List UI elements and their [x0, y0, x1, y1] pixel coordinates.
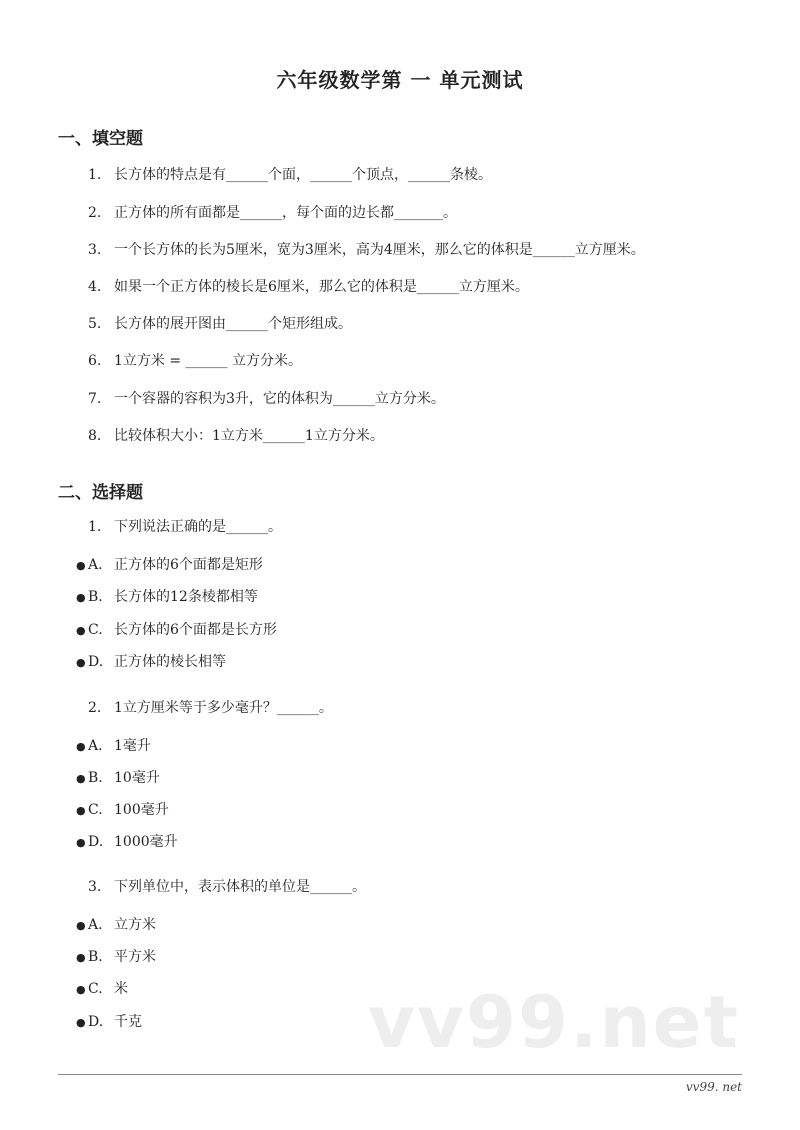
option-text: 10毫升 [114, 770, 160, 786]
choice-question [88, 698, 333, 718]
option-text: 1000毫升 [114, 834, 178, 850]
option-letter: A. [88, 917, 103, 933]
option-text: 立方米 [114, 917, 156, 933]
option-text: 千克 [114, 1014, 142, 1030]
choice-option [76, 768, 160, 789]
option-letter: D. [88, 1014, 104, 1030]
choice-option [76, 947, 156, 968]
bullet-icon: ● [76, 804, 86, 817]
choice-option [76, 979, 128, 1000]
fill-question [88, 203, 457, 223]
question-text: 长方体的展开图由______个矩形组成。 [114, 316, 352, 332]
question-number: 4. [88, 279, 102, 295]
fill-question [88, 351, 302, 371]
fill-question [88, 389, 445, 409]
watermark: vv99.net [368, 980, 740, 1064]
bullet-icon: ● [76, 919, 86, 932]
bullet-icon: ● [76, 836, 86, 849]
bullet-icon: ● [76, 1016, 86, 1029]
question-number: 1. [88, 519, 102, 535]
question-text: 1立方米 = ______ 立方分米。 [114, 353, 302, 369]
bullet-icon: ● [76, 983, 86, 996]
bullet-icon: ● [76, 559, 86, 572]
section-heading-fill-blank: 一、填空题 [58, 129, 143, 149]
footer-site: vv99. net [685, 1080, 742, 1094]
option-text: 长方体的6个面都是长方形 [114, 622, 277, 638]
option-letter: D. [88, 834, 104, 850]
question-text: 下列单位中，表示体积的单位是______。 [114, 879, 366, 895]
question-number: 3. [88, 242, 102, 258]
choice-question [88, 877, 366, 897]
bullet-icon: ● [76, 772, 86, 785]
option-text: 100毫升 [114, 802, 169, 818]
fill-question [88, 426, 384, 446]
option-letter: B. [88, 770, 103, 786]
footer-divider [58, 1074, 742, 1075]
fill-question [88, 165, 492, 185]
question-text: 正方体的所有面都是______，每个面的边长都_______。 [114, 205, 457, 221]
question-number: 7. [88, 391, 102, 407]
option-text: 1毫升 [114, 738, 151, 754]
bullet-icon: ● [76, 740, 86, 753]
choice-option [76, 736, 151, 757]
bullet-icon: ● [76, 656, 86, 669]
question-text: 下列说法正确的是______。 [114, 519, 282, 535]
choice-option [76, 587, 258, 608]
question-text: 如果一个正方体的棱长是6厘米，那么它的体积是______立方厘米。 [114, 279, 529, 295]
option-text: 长方体的12条棱都相等 [114, 589, 258, 605]
choice-question [88, 517, 282, 537]
question-text: 1立方厘米等于多少毫升？______。 [114, 700, 333, 716]
option-letter: C. [88, 802, 103, 818]
option-letter: B. [88, 589, 103, 605]
bullet-icon: ● [76, 951, 86, 964]
choice-option [76, 620, 277, 641]
question-number: 1. [88, 167, 102, 183]
option-letter: A. [88, 738, 103, 754]
choice-option [76, 915, 156, 936]
question-number: 2. [88, 700, 102, 716]
option-text: 正方体的棱长相等 [114, 654, 226, 670]
option-letter: B. [88, 949, 103, 965]
question-number: 3. [88, 879, 102, 895]
bullet-icon: ● [76, 624, 86, 637]
question-number: 2. [88, 205, 102, 221]
question-number: 5. [88, 316, 102, 332]
option-text: 平方米 [114, 949, 156, 965]
option-letter: D. [88, 654, 104, 670]
question-text: 一个长方体的长为5厘米，宽为3厘米，高为4厘米，那么它的体积是______立方厘米。 [114, 242, 645, 258]
section-heading-multiple-choice: 二、选择题 [58, 483, 143, 503]
choice-option [76, 1012, 142, 1033]
question-text: 长方体的特点是有______个面，______个顶点，______条棱。 [114, 167, 492, 183]
question-text: 比较体积大小：1立方米______1立方分米。 [114, 428, 384, 444]
option-letter: C. [88, 622, 103, 638]
option-text: 米 [114, 981, 128, 997]
question-number: 8. [88, 428, 102, 444]
option-letter: A. [88, 557, 103, 573]
bullet-icon: ● [76, 591, 86, 604]
fill-question [88, 314, 352, 334]
fill-question [88, 240, 645, 260]
choice-option [76, 832, 178, 853]
choice-option [76, 652, 226, 673]
question-number: 6. [88, 353, 102, 369]
fill-question [88, 277, 529, 297]
page-title: 六年级数学第 一 单元测试 [276, 68, 524, 92]
question-text: 一个容器的容积为3升，它的体积为______立方分米。 [114, 391, 445, 407]
choice-option [76, 800, 169, 821]
option-text: 正方体的6个面都是矩形 [114, 557, 263, 573]
option-letter: C. [88, 981, 103, 997]
choice-option [76, 555, 263, 576]
